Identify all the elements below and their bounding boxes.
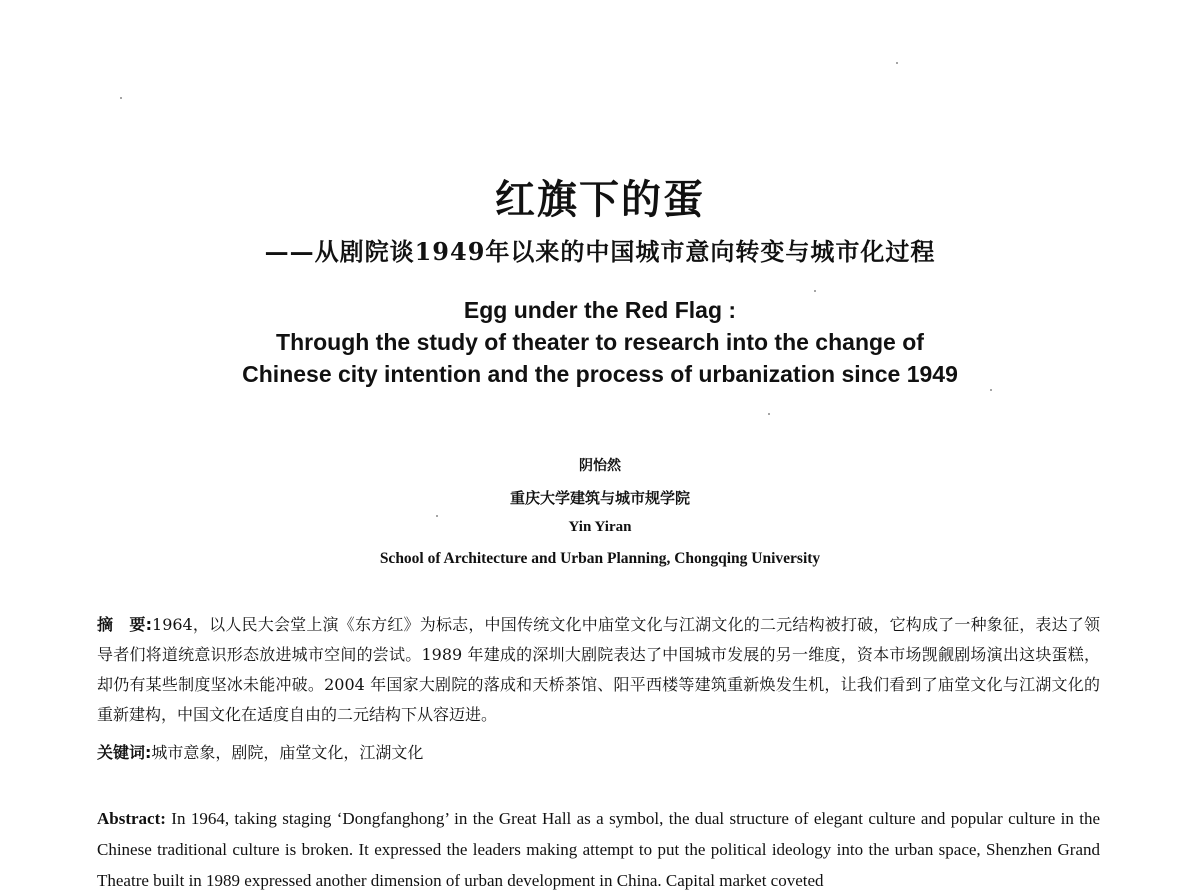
abstract-en-text: In 1964, taking staging ‘Dongfanghong’ in the Great Hall as a symbol, the dual structure of elegant culture and popular culture in the Chinese traditional culture is broken. It expressed the leaders making attempt to put the political ideology into the urban space, Shenzhen Grand Theatre built in 1989 expressed another dimension of urban development in China. Capital market coveted — [97, 809, 1100, 890]
paper-subtitle-zh: ——从剧院谈1949年以来的中国城市意向转变与城市化过程 — [264, 237, 936, 266]
scan-speck — [120, 97, 122, 99]
paper-title-en-line2: Through the study of theater to research into the change of — [276, 329, 924, 355]
abstract-zh-text: 1964，以人民大会堂上演《东方红》为标志，中国传统文化中庙堂文化与江湖文化的二元结构被打破，它构成了一种象征，表达了领导者们将道统意识形态放进城市空间的尝试。1989 年建成的深圳大剧院表达了中国城市发展的另一维度，资本市场觊觎剧场演出这块蛋糕，却仍有某些制度坚冰未能冲破。2004 年国家大剧院的落成和天桥茶馆、阳平西楼等建筑重新焕发生机，让我们看到了庙堂文化与江湖文化的重新建构，中国文化在适度自由的二元结构下从容迈进。 — [97, 615, 1100, 724]
author-name-zh: 阴怡然 — [579, 458, 621, 474]
author-institution-en: School of Architecture and Urban Planning, Chongqing University — [379, 550, 821, 567]
abstract-en-label: Abstract: — [97, 809, 166, 828]
abstract-zh-label: 摘 要: — [97, 615, 153, 634]
keywords-zh — [97, 739, 1100, 767]
abstract-en — [97, 803, 1100, 896]
scan-speck — [814, 290, 816, 292]
paper-title-zh: 红旗下的蛋 — [495, 177, 705, 223]
keywords-zh-text: 城市意象，剧院，庙堂文化，江湖文化 — [151, 743, 424, 762]
scan-speck — [436, 515, 438, 517]
paper-title-en-line3: Chinese city intention and the process of urbanization since 1949 — [242, 361, 958, 387]
author-name-en: Yin Yiran — [568, 519, 632, 535]
abstract-zh — [97, 610, 1100, 730]
scan-speck — [768, 413, 770, 415]
paper-title-en-line1: Egg under the Red Flag : — [463, 297, 737, 323]
scan-speck — [990, 389, 992, 391]
keywords-zh-label: 关键词: — [97, 743, 152, 762]
scan-speck — [896, 62, 898, 64]
author-institution-zh: 重庆大学建筑与城市规学院 — [509, 489, 690, 507]
